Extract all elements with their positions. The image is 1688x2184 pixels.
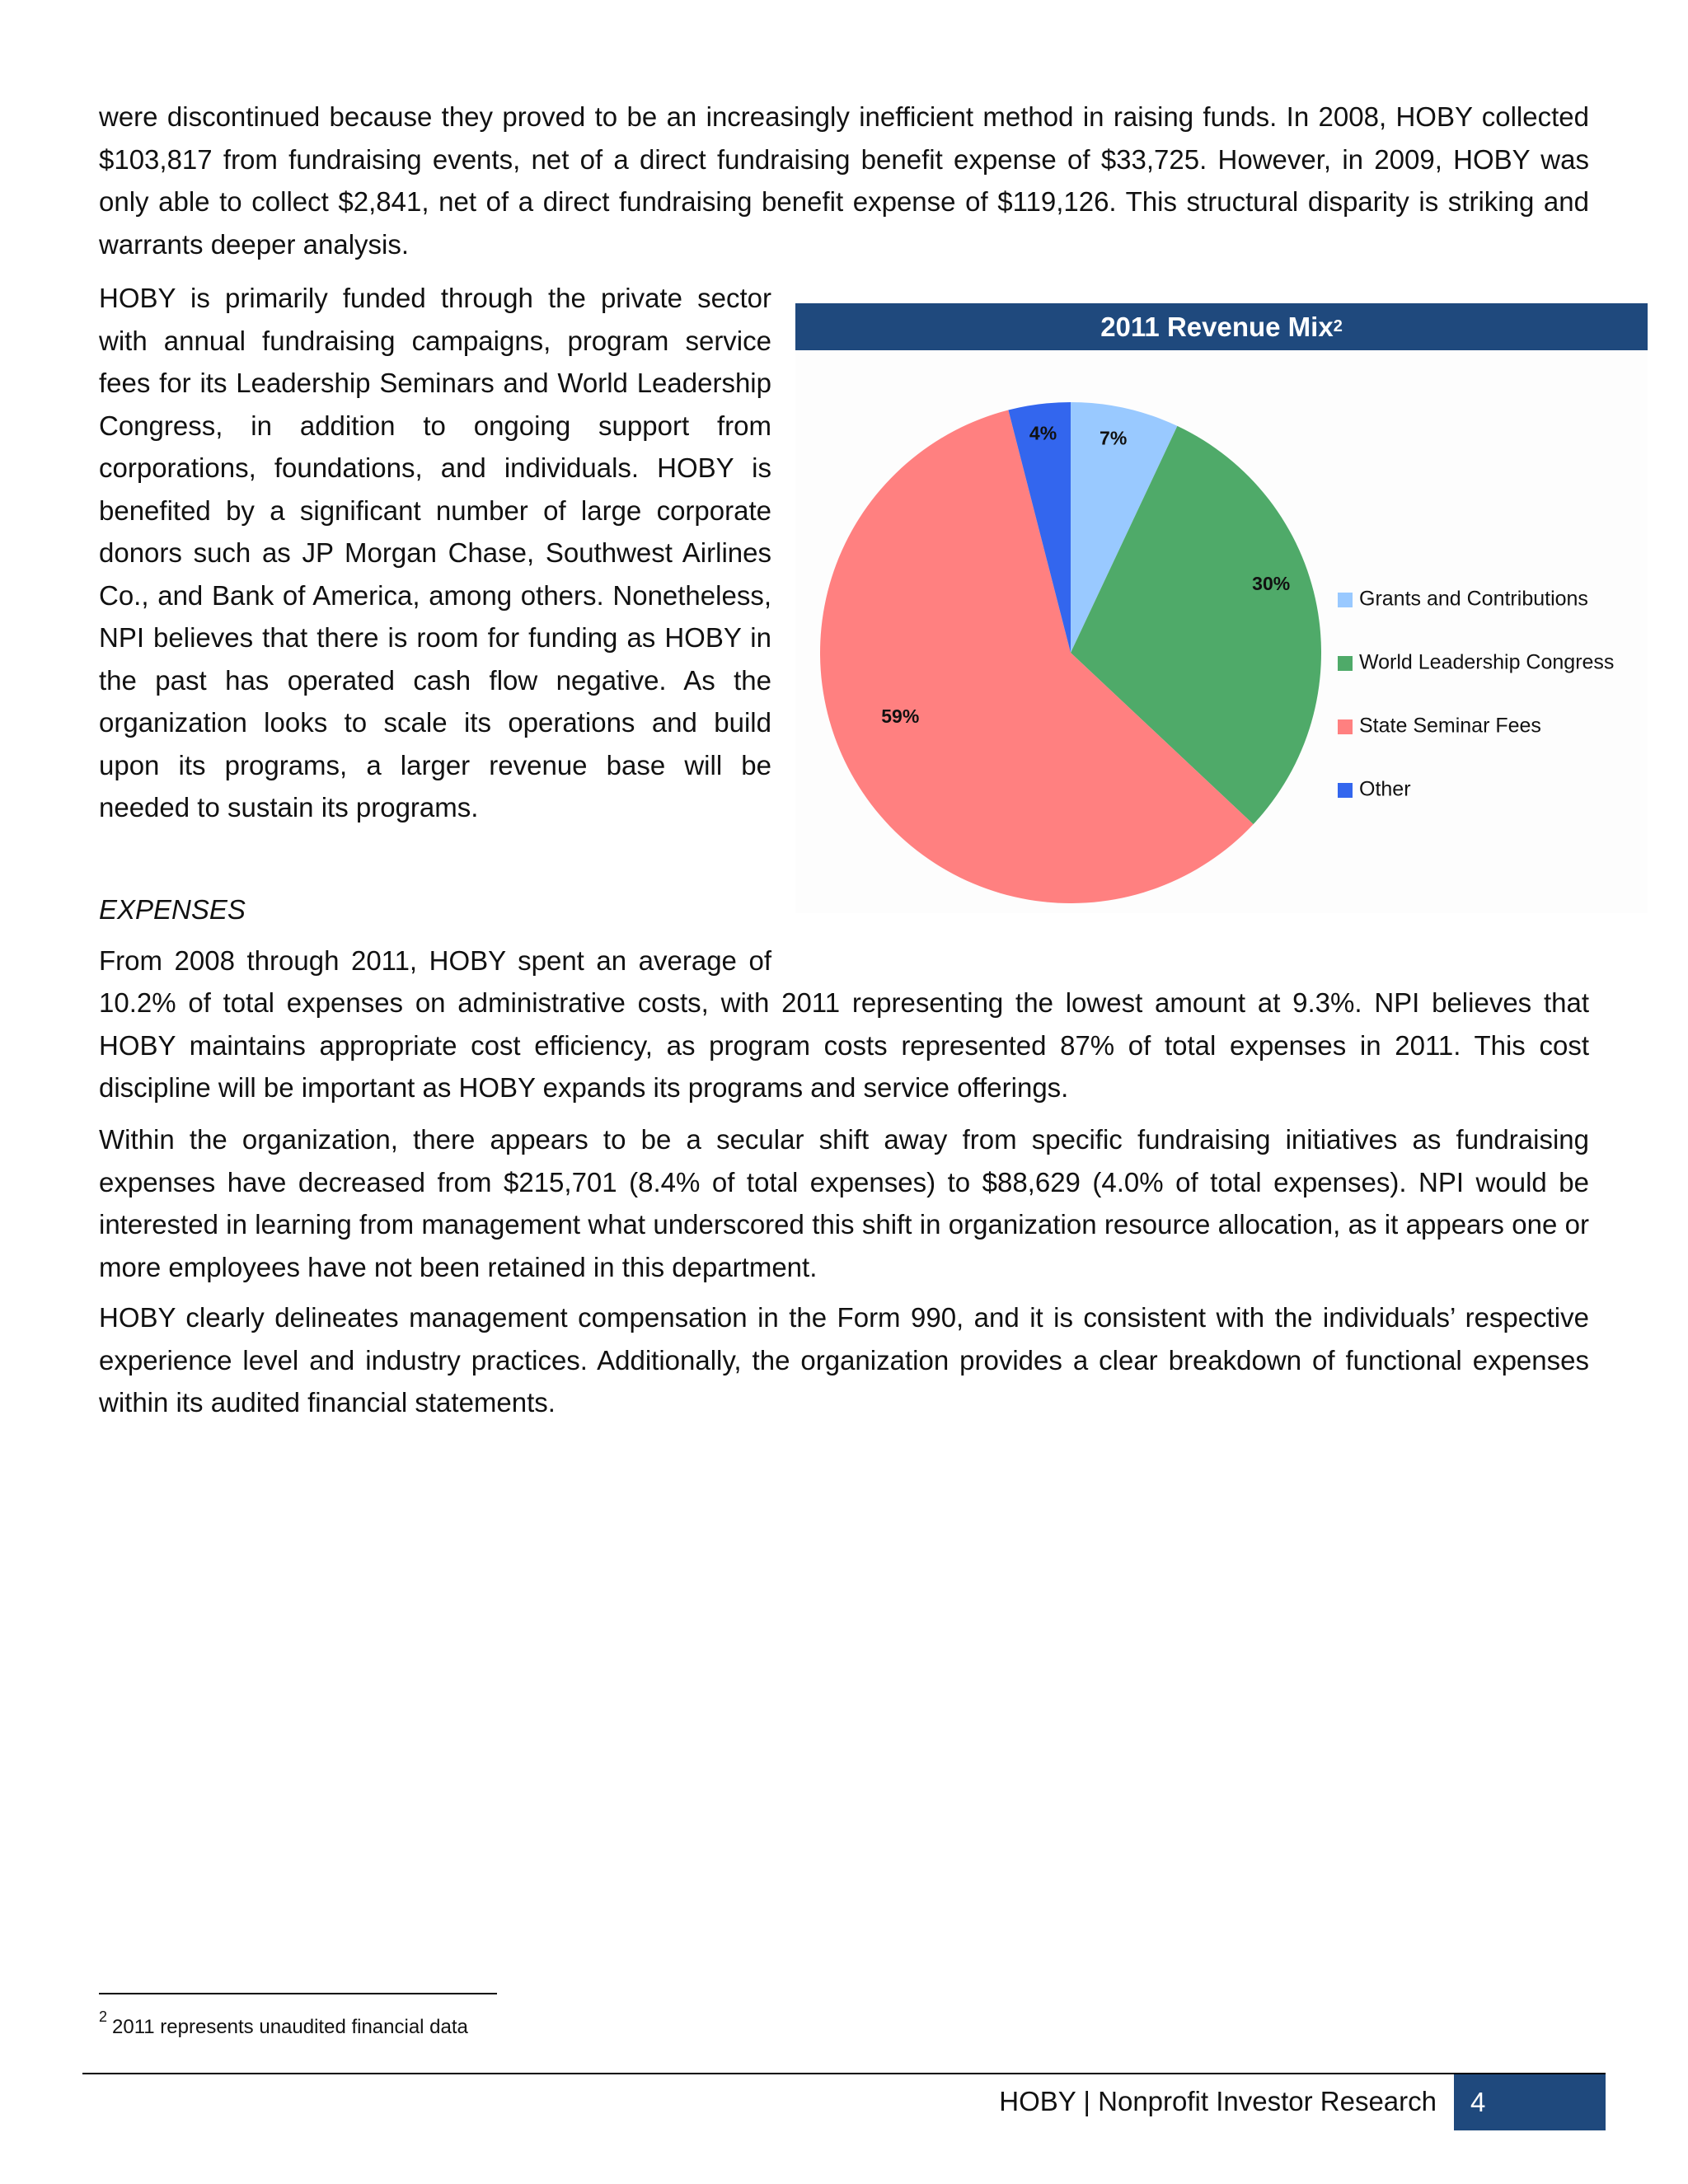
legend-label: World Leadership Congress [1359,650,1615,674]
legend-swatch [1338,656,1353,671]
pie-data-label: 30% [1252,572,1291,594]
pie-data-label: 59% [881,705,920,728]
footnote [99,2003,468,2041]
paragraph-funding-sources: HOBY is primarily funded through the private sector with annual fundraising campaigns, program service fees for its Leadership Seminars and World Leadership Congress, in addition to ongoing support from corporations, foundations, and individuals. HOBY is benefited by a significant number of large corporate donors such as JP Morgan Chase, Southwest Airlines Co., and Bank of America, among others. Nonetheless, NPI believes that there is room for funding as HOBY in the past has operated cash flow negative. As the organization looks to scale its operations and build upon its programs, a larger revenue base will be needed to sustain its programs. [99,283,771,823]
revenue-mix-chart [795,303,1648,913]
section-heading-expenses: EXPENSES [99,894,246,925]
paragraph-fundraising-shift: Within the organization, there appears to be a secular shift away from specific fundraising initiatives as fundraising expenses have decreased from $215,701 (8.4% of total expenses) to $88,629 (4.0% of total expenses). NPI would be interested in learning from management what underscored this shift in organization resource allocation, as it appears one or more employees have not been retained in this department. [99,1124,1589,1282]
legend-label: Other [1359,777,1411,801]
paragraph-expenses-rest: 10.2% of total expenses on administrative costs, with 2011 representing the lowest amount at 9.3%. NPI believes that HOBY maintains appropriate cost efficiency, as program costs represented 87% of total expenses in 2011. This cost discipline will be important as HOBY expands its programs and service offerings. [99,987,1589,1103]
footnote-number: 2 [99,2008,108,2025]
footer-divider [82,2073,1606,2074]
pie-data-label: 4% [1029,422,1057,444]
paragraph-expenses-line1: From 2008 through 2011, HOBY spent an average of [99,945,771,976]
footer-title: HOBY | Nonprofit Investor Research [999,2086,1437,2116]
paragraph-compensation: HOBY clearly delineates management compensation in the Form 990, and it is consistent with the individuals’ respective experience level and industry practices. Additionally, the organization provides a clear breakdown of functional expenses within its audited financial statements. [99,1302,1589,1418]
legend-label: State Seminar Fees [1359,714,1541,738]
legend-swatch [1338,719,1353,734]
pie-chart-svg [795,303,1648,913]
legend-label: Grants and Contributions [1359,587,1588,611]
footnote-text: 2011 represents unaudited financial data [112,2016,468,2038]
paragraph-fundraising-events: were discontinued because they proved to be an increasingly inefficient method in raising funds. In 2008, HOBY collected $103,817 from fundraising events, net of a direct fundraising benefit expense of $33,725. However, in 2009, HOBY was only able to collect $2,841, net of a direct fundraising benefit expense of $119,126. This structural disparity is striking and warrants deeper analysis. [99,101,1589,260]
page-number: 4 [1470,2087,1486,2117]
chart-title-bar [795,303,1648,350]
page-number-box [1454,2074,1606,2130]
chart-title: 2011 Revenue Mix [1100,311,1334,342]
legend-swatch [1338,783,1353,798]
legend-swatch [1338,593,1353,607]
pie-data-label: 7% [1100,427,1128,449]
footnote-divider [99,1993,497,1994]
chart-title-footnote-ref: 2 [1333,317,1343,335]
